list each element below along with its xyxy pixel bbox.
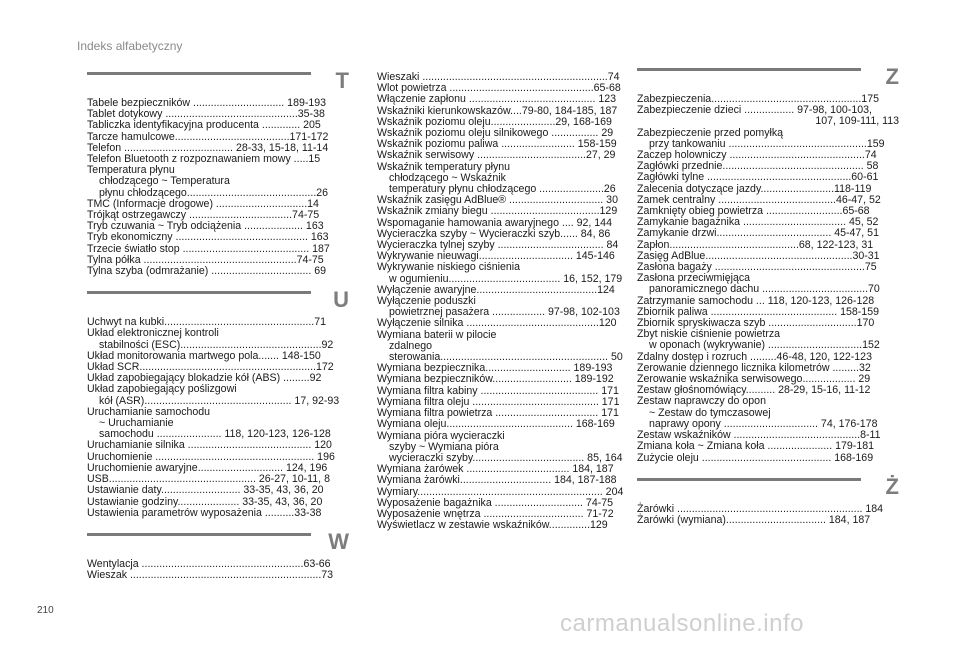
index-entry: szyby ~ Wymiana pióra — [389, 440, 499, 453]
page-number: 210 — [37, 605, 54, 616]
index-entry: Wlot powietrza .................................................65-68 — [377, 82, 621, 95]
index-entry: Tablet dotykowy .............................................35-38 — [87, 108, 325, 121]
index-entry: chłodzącego ~ Wskaźnik — [389, 171, 506, 184]
index-entry: Telefon Bluetooth z rozpoznawaniem mowy .....15 — [87, 153, 321, 166]
index-entry: Wyposażenie bagażnika .............................. 74-75 — [377, 496, 614, 509]
index-entry: Wyłączenie poduszki — [377, 295, 476, 308]
index-entry: Zerowanie dziennego licznika kilometrów .........32 — [637, 361, 871, 374]
index-entry: Wyłączenie awaryjne.........................................124 — [377, 283, 615, 296]
index-entry: 107, 109-111, 113 — [815, 115, 899, 128]
page-header: Indeks alfabetyczny — [77, 39, 183, 53]
index-entry: Telefon ..................................... 28-33, 15-18, 11-14 — [87, 141, 329, 154]
section-letter: Ż — [885, 473, 899, 499]
index-entry: Wskaźnik poziomu oleju......................29, 168-169 — [377, 115, 612, 128]
index-entry: Wymiana filtra powietrza ................................... 171 — [377, 407, 619, 420]
index-entry: Tabliczka identyfikacyjna producenta ............. 205 — [87, 119, 321, 132]
index-entry: płynu chłodzącego............................................26 — [99, 186, 329, 199]
index-entry: Wyłączenie silnika .............................................120 — [377, 317, 617, 330]
section-header — [637, 64, 899, 94]
index-entry: Tryb czuwania ~ Tryb odciążenia .................... 163 — [87, 220, 324, 233]
index-entry: Układ monitorowania martwego pola....... 148-150 — [87, 349, 321, 362]
index-entry: Trójkąt ostrzegawczy ...................................74-75 — [87, 209, 320, 222]
index-entry: Wskaźnik serwisowy .....................................27, 29 — [377, 149, 616, 162]
index-entry: Zestaw wskaźników ...........................................8-11 — [637, 429, 881, 442]
index-entry: Zerowanie wskaźnika serwisowego.................. 29 — [637, 373, 871, 386]
index-entry: Zalecenia dotyczące jazdy.........................118-119 — [637, 182, 872, 195]
index-entry: ~ Uruchamianie — [99, 417, 174, 430]
index-entry: Wycieraczka tylnej szyby .................................... 84 — [377, 239, 619, 252]
section-divider — [87, 533, 311, 536]
index-entry: Zestaw głośnomówiący.......... 28-29, 15-16, 11-12 — [637, 384, 871, 397]
index-entry: USB.................................................. 26-27, 10-11, 8 — [87, 473, 330, 486]
index-entry: Ustawianie daty........................... 33-35, 43, 36, 20 — [87, 484, 324, 497]
index-entry: Tylna szyba (odmrażanie) .................................. 69 — [87, 265, 327, 278]
index-entry: TMC (Informacje drogowe) ...............................14 — [87, 197, 319, 210]
index-entry: Wieszak .................................................................73 — [87, 569, 334, 582]
index-entry: Tabele bezpieczników ............................... 189-193 — [87, 97, 327, 109]
index-entry: samochodu ...................... 118, 120-123, 126-128 — [99, 428, 331, 441]
index-entry: Zużycie oleju ............................................ 168-169 — [637, 451, 874, 464]
index-entry: Zasłona przeciwmięjąca — [637, 272, 751, 285]
index-entry: Tarcze hamulcowe.......................................171-172 — [87, 130, 329, 143]
index-entry: panoramicznego dachu ....................................70 — [649, 283, 880, 296]
index-entry: Wskaźnik poziomu paliwa ......................... 158-159 — [377, 138, 617, 151]
index-entry: Układ SCR............................................................172 — [87, 361, 334, 374]
index-entry: Zamek centralny ........................................46-47, 52 — [637, 193, 881, 206]
section-gap — [637, 464, 899, 478]
index-entry: Włączenie zapłonu ........................................... 123 — [377, 93, 617, 106]
index-entry: temperatury płynu chłodzącego ......................26 — [389, 183, 616, 196]
index-entry: Wykrywanie niskiego ciśnienia — [377, 261, 520, 274]
index-entry: Zasięg AdBlue..................................................30-31 — [637, 249, 880, 262]
section-header — [87, 528, 349, 559]
index-entry: Uruchamianie silnika .......................................... 120 — [87, 439, 332, 452]
index-entry: Układ zapobiegający blokadzie kół (ABS) .........92 — [87, 372, 322, 385]
section-gap — [87, 277, 349, 291]
index-entry: Zamykanie bagażnika ................................... 45, 52 — [637, 216, 879, 229]
index-entry: Wycieraczka szyby ~ Wycieraczki szyb...... 84, 86 — [377, 227, 611, 240]
index-entry: Wskaźnik temperatury płynu — [377, 160, 511, 173]
index-entry: zdalnego — [389, 339, 433, 352]
index-entry: Układ elektronicznej kontroli — [87, 327, 219, 340]
section-letter: U — [333, 287, 349, 313]
index-entry: Wymiana żarówki............................... 184, 187-188 — [377, 474, 617, 487]
index-entry: ~ Zestaw do tymczasowej — [649, 406, 771, 419]
index-entry: Temperatura płynu — [87, 164, 175, 177]
index-entry: naprawy opony ................................ 74, 176-178 — [649, 417, 878, 430]
index-entry: Uruchomienie ...................................................... 196 — [87, 450, 335, 463]
index-entry: Zdalny dostęp i rozruch .........46-48, 120, 122-123 — [637, 350, 872, 363]
section-letter: Z — [885, 64, 899, 89]
index-entry: Wymiary............................................................... 204 — [377, 485, 624, 498]
index-entry: Wymiana pióra wycieraczki — [377, 429, 505, 442]
index-entry: Uruchamianie samochodu — [87, 405, 211, 418]
index-entry: Wymiana bezpieczników........................... 189-192 — [377, 373, 614, 386]
index-entry: Wyświetlacz w zestawie wskaźników..............129 — [377, 519, 608, 532]
section-letter: T — [335, 68, 349, 93]
index-entry: Wymiana filtra kabiny ........................................ 171 — [377, 384, 619, 397]
index-column-1 — [87, 68, 349, 582]
index-entry: Zaczep holowniczy ..............................................74 — [637, 149, 877, 162]
index-entry: Uchwyt na kubki...................................................71 — [87, 316, 327, 329]
section-divider — [87, 72, 311, 75]
index-entry: Trzecie światło stop ........................................... 187 — [87, 242, 330, 255]
index-entry: w ogumieniu...................................... 16, 152, 179 — [389, 272, 623, 285]
index-entry: wycieraczki szyby...................................... 85, 164 — [389, 451, 623, 464]
index-entry: Wymiana oleju........................................... 168-169 — [377, 418, 615, 431]
index-entry: w oponach (wykrywanie) ................................152 — [649, 339, 880, 352]
index-entry: Wyposażenie wnętrza .................................. 71-72 — [377, 507, 614, 520]
index-entry: Zabezpieczenia...................................................175 — [637, 93, 879, 105]
index-entry: Zamknięty obieg powietrza ..........................65-68 — [637, 205, 870, 218]
index-entry: Ustawianie godziny..................... 33-35, 43, 36, 20 — [87, 495, 323, 508]
index-entry: Wskaźniki kierunkowskazów....79-80, 184-185, 187 — [377, 104, 618, 117]
index-entry: Ustawienia parametrów wyposażenia ..........33-38 — [87, 506, 322, 519]
index-entry: Wymiana filtra oleju ........................................... 171 — [377, 395, 620, 408]
index-entry: Zestaw naprawczy do opon — [637, 395, 766, 408]
index-entry: Żarówki ............................................................... 184 — [637, 502, 884, 515]
index-entry: Zapłon............................................68, 122-123, 31 — [637, 238, 874, 251]
watermark: carmanualsonline.info — [560, 610, 804, 637]
index-entry: Zatrzymanie samochodu ... 118, 120-123, 126-128 — [637, 294, 875, 307]
index-entry: Wymiana baterii w pilocie — [377, 328, 497, 341]
section-divider — [87, 291, 311, 294]
section-letter: W — [328, 528, 349, 554]
index-entry: Zagłówki tylne .................................................60-61 — [637, 171, 879, 184]
section-divider — [637, 68, 861, 71]
index-entry: Zagłówki przednie................................................ 58 — [637, 160, 879, 173]
index-entry: Wykrywanie nieuwagi................................ 145-146 — [377, 250, 615, 263]
section-header — [637, 473, 899, 504]
section-gap — [87, 519, 349, 533]
index-entry: Zbiornik spryskiwacza szyb ..............................170 — [637, 317, 875, 330]
index-entry: Wskaźnik poziomu oleju silnikowego ................ 29 — [377, 127, 614, 140]
section-divider — [637, 478, 861, 481]
index-entry: Zbiornik paliwa ........................................... 158-159 — [637, 305, 879, 318]
index-entry: Wskaźnik zasięgu AdBlue® ................................ 30 — [377, 194, 618, 207]
index-entry: Zabezpieczenie przed pomyłką — [637, 126, 784, 139]
section-header — [87, 68, 349, 98]
index-column-3 — [637, 64, 899, 526]
index-entry: Wieszaki ...............................................................74 — [377, 71, 620, 83]
index-entry: Żarówki (wymiana).................................. 184, 187 — [637, 513, 871, 526]
index-entry: Wymiana żarówek ................................... 184, 187 — [377, 463, 614, 476]
index-entry: Uruchomienie awaryjne............................. 124, 196 — [87, 461, 328, 474]
index-entry: Zmiana koła ~ Zmiana koła ...................... 179-181 — [637, 440, 874, 453]
index-entry: Zabezpieczenie dzieci ................. 97-98, 100-103, — [637, 104, 872, 117]
index-entry: stabilności (ESC)................................................92 — [99, 338, 334, 351]
index-entry: Zasłona bagaży ...................................................75 — [637, 261, 877, 274]
index-entry: Wspomaganie hamowania awaryjnego .... 92, 144 — [377, 216, 612, 229]
index-entry: przy tankowaniu ...............................................159 — [649, 137, 885, 150]
index-entry: Układ zapobiegający poślizgowi — [87, 383, 237, 396]
index-entry: Zbyt niskie ciśnienie powietrza — [637, 328, 781, 341]
section-header — [87, 287, 349, 317]
index-entry: Tylna półka ....................................................74-75 — [87, 253, 324, 266]
index-entry: powietrznej pasażera .................. 97-98, 102-103 — [389, 306, 620, 319]
index-entry: Wskaźnik zmiany biegu .....................................129 — [377, 205, 618, 218]
index-entry: Zamykanie drzwi....................................... 45-47, 51 — [637, 227, 879, 240]
index-entry: Tryb ekonomiczny ............................................. 163 — [87, 231, 329, 244]
index-entry: chłodzącego ~ Temperatura — [99, 175, 230, 188]
index-entry: Wentylacja .......................................................63-66 — [87, 557, 331, 570]
index-entry: sterowania......................................................... 50 — [389, 351, 623, 364]
index-entry: Wymiana bezpiecznika............................. 189-193 — [377, 362, 613, 375]
index-column-2 — [377, 72, 639, 531]
index-entry: kół (ASR).................................................. 17, 92-93 — [99, 394, 340, 407]
